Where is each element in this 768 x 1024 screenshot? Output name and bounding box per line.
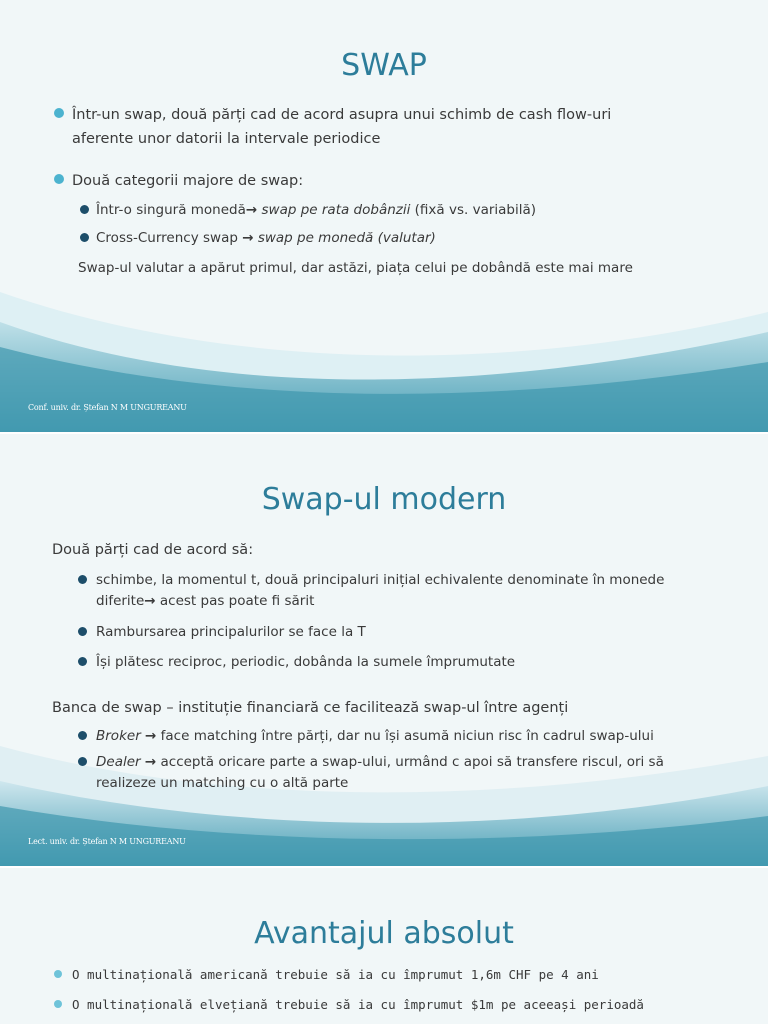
sub-bullet-text-cont: realizeze un matching cu o altă parte bbox=[96, 775, 349, 791]
sub-bullet-text bbox=[96, 726, 654, 747]
sub-bullet-text: Rambursarea principalurilor se face la T bbox=[96, 624, 366, 640]
sub-bullet-dot bbox=[80, 233, 89, 242]
slide-title: Avantajul absolut bbox=[254, 916, 514, 951]
sub-bullet-text bbox=[96, 200, 536, 221]
slide-title: Swap-ul modern bbox=[261, 482, 507, 517]
sub-bullet-italic: swap pe monedă (valutar) bbox=[257, 230, 436, 246]
slide-title: SWAP bbox=[341, 48, 427, 83]
slide-absolute-advantage bbox=[0, 868, 768, 1024]
sub-bullet-label: Într-o singură monedă bbox=[96, 202, 246, 218]
bullet-dot bbox=[54, 1000, 62, 1008]
slide-swap bbox=[0, 0, 768, 432]
bullet-dot bbox=[54, 174, 64, 184]
bank-text: Banca de swap – instituție financiară ce facilitează swap-ul între agenți bbox=[52, 700, 569, 716]
sub-bullet-text: Își plătesc reciproc, periodic, dobânda la sumele împrumutate bbox=[96, 654, 516, 670]
sub-bullet-dot bbox=[78, 657, 87, 666]
bullet-text: O multinațională elvețiană trebuie să ia cu împrumut $1m pe aceeași perioadă bbox=[72, 997, 644, 1012]
arrow-icon: → bbox=[245, 202, 258, 218]
sub-bullet-text: schimbe, la momentul t, două principaluri inițial echivalente denominate în monede bbox=[96, 572, 665, 588]
bullet-text-cont: aferente unor datorii la intervale periodice bbox=[72, 131, 381, 147]
broker-text: face matching între părți, dar nu își asumă niciun risc în cadrul swap-ului bbox=[156, 728, 654, 744]
intro-text: Două părți cad de acord să: bbox=[52, 542, 254, 558]
sub-bullet-dot bbox=[78, 731, 87, 740]
sub-bullet-label: Cross-Currency swap bbox=[96, 230, 243, 246]
sub-bullet-text bbox=[96, 228, 436, 249]
sub-bullet-text-cont bbox=[96, 591, 314, 612]
slide-swap-modern bbox=[0, 434, 768, 866]
sub-bullet-tail: acest pas poate fi sărit bbox=[155, 593, 315, 609]
sub-bullet-dot bbox=[80, 205, 89, 214]
broker-label: Broker bbox=[96, 728, 141, 744]
note-text: Swap-ul valutar a apărut primul, dar astăzi, piața celui pe dobândă este mai mare bbox=[78, 260, 633, 276]
arrow-icon: → bbox=[145, 728, 157, 744]
sub-bullet-dot bbox=[78, 627, 87, 636]
slide-footer: Lect. univ. dr. Ștefan N M UNGUREANU bbox=[28, 837, 186, 846]
arrow-icon: → bbox=[144, 754, 157, 770]
bullet-dot bbox=[54, 108, 64, 118]
bullet-text: O multinațională americană trebuie să ia cu împrumut 1,6m CHF pe 4 ani bbox=[72, 967, 599, 982]
bullet-text: Două categorii majore de swap: bbox=[72, 173, 304, 189]
slide-footer: Conf. univ. dr. Ștefan N M UNGUREANU bbox=[28, 403, 187, 412]
bullet-dot bbox=[54, 970, 62, 978]
sub-bullet-label: diferite bbox=[96, 593, 145, 609]
sub-bullet-tail: (fixă vs. variabilă) bbox=[410, 202, 537, 218]
arrow-icon: → bbox=[242, 230, 254, 246]
bullet-text: Într-un swap, două părți cad de acord asupra unui schimb de cash flow-uri bbox=[72, 107, 612, 123]
dealer-label: Dealer bbox=[96, 754, 141, 770]
sub-bullet-italic: swap pe rata dobânzii bbox=[261, 202, 411, 218]
dealer-text: acceptă oricare parte a swap-ului, urmând c apoi să transfere riscul, ori să bbox=[156, 754, 664, 770]
sub-bullet-dot bbox=[78, 757, 87, 766]
sub-bullet-dot bbox=[78, 575, 87, 584]
arrow-icon: → bbox=[144, 593, 156, 609]
sub-bullet-text bbox=[96, 752, 664, 773]
